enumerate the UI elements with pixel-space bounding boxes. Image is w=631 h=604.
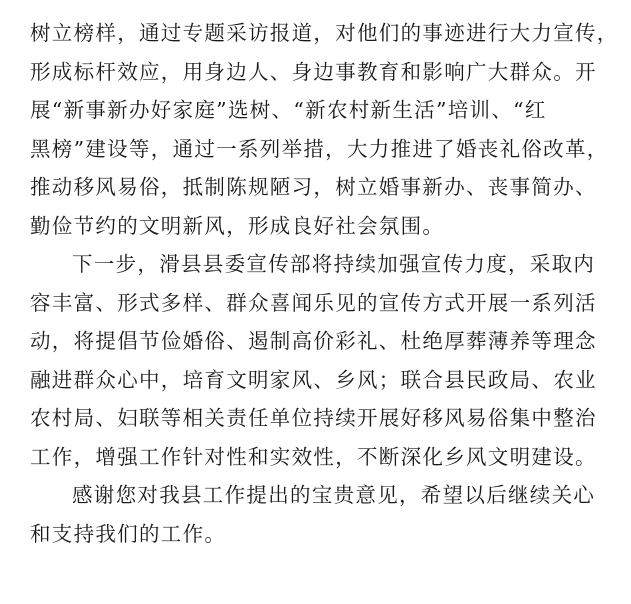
paragraph-2 — [30, 245, 610, 476]
text-line: 下一步，滑县县委宣传部将持续加强宣传力度，采取内 — [72, 252, 596, 276]
text-line: 工作，增强工作针对性和实效性，不断深化乡风文明建设。 — [30, 444, 597, 469]
text-line: 展“新事新办好家庭”选树、“新农村新生活”培训、“红 — [30, 98, 547, 122]
document-body — [30, 14, 619, 553]
text-line: 勤俭节约的文明新风，形成良好社会氛围。 — [30, 213, 445, 238]
text-line: 感谢您对我县工作提出的宝贵意见，希望以后继续关心 — [72, 483, 596, 507]
paragraph-1 — [30, 14, 619, 245]
text-line: 融进群众心中，培育文明家风、乡风；联合县民政局、农业 — [30, 367, 597, 392]
text-line: 农村局、妇联等相关责任单位持续开展好移风易俗集中整治 — [30, 406, 597, 430]
text-line: 形成标杆效应，用身边人、身边事教育和影响广大群众。开 — [30, 59, 597, 84]
text-line: 动，将提倡节俭婚俗、遏制高价彩礼、杜绝厚葬薄养等理念 — [30, 329, 597, 353]
text-line: 和支持我们的工作。 — [30, 521, 227, 546]
text-line: 树立榜样，通过专题采访报道，对他们的事迹进行大力宣传， — [30, 21, 619, 45]
text-line: 推动移风易俗，抵制陈规陋习，树立婚事新办、丧事简办、 — [30, 175, 597, 199]
text-line: 容丰富、形式多样、群众喜闻乐见的宣传方式开展一系列活 — [30, 290, 597, 315]
text-line: 黑榜”建设等，通过一系列举措，大力推进了婚丧礼俗改革， — [30, 136, 609, 161]
paragraph-3 — [30, 476, 610, 553]
